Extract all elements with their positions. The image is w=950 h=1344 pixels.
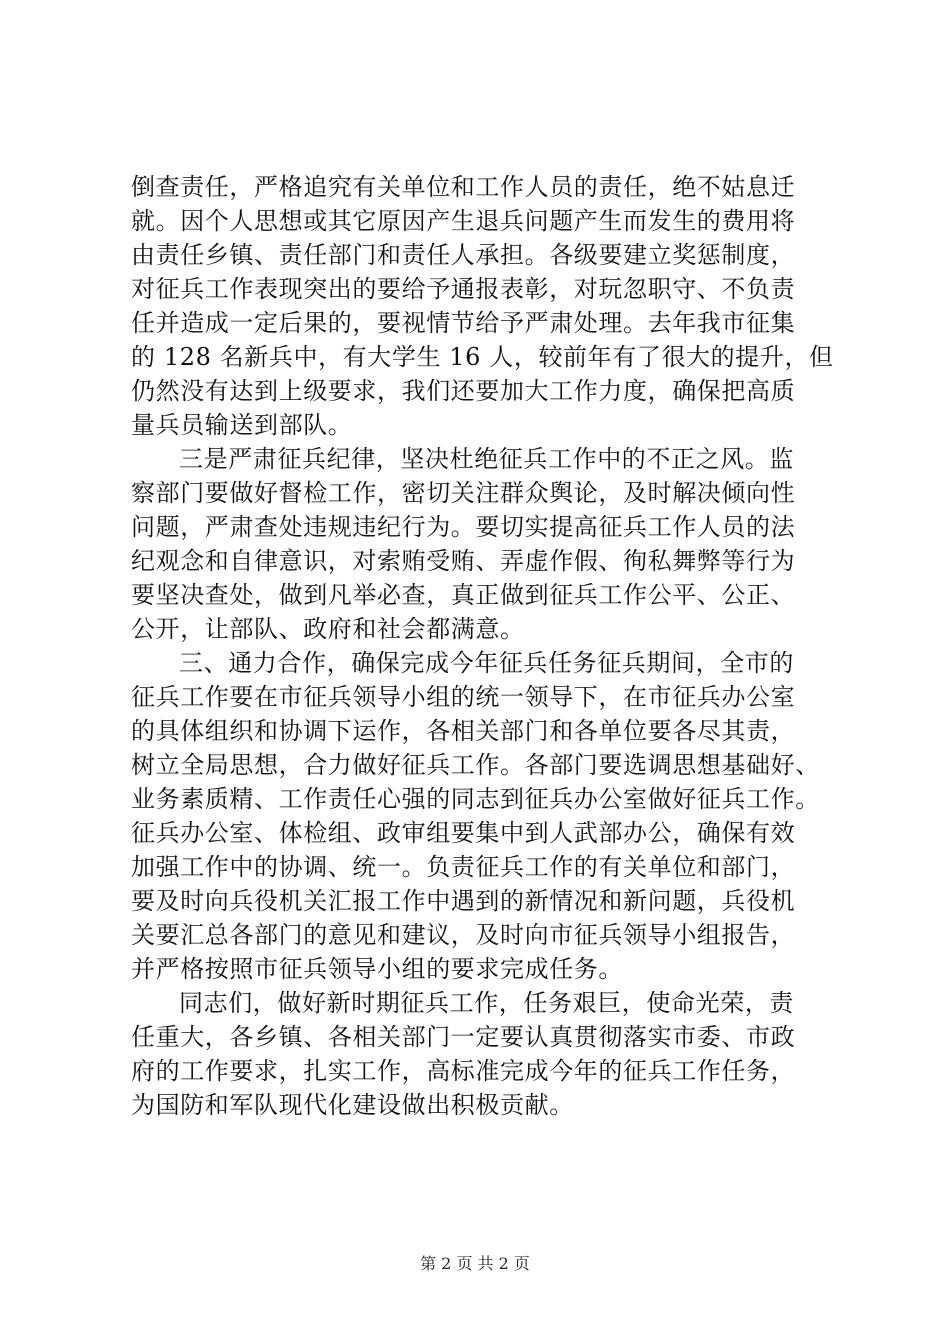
page-number-footer: 第 2 页 共 2 页 [420,1254,530,1273]
text-line: 察部门要做好督检工作，密切关注群众舆论，及时解决倾向性 [131,479,796,507]
text-line: 并严格按照市征兵领导小组的要求完成任务。 [131,955,623,983]
text-line: 要及时向兵役机关汇报工作中遇到的新情况和新问题，兵役机 [131,887,796,915]
text-line: 倒查责任，严格追究有关单位和工作人员的责任，绝不姑息迁 [131,173,796,201]
text-line: 任重大，各乡镇、各相关部门一定要认真贯彻落实市委、市政 [131,1023,796,1051]
paragraph-first-line: 同志们，做好新时期征兵工作，任务艰巨，使命光荣，责 [179,989,794,1017]
text-line: 由责任乡镇、责任部门和责任人承担。各级要建立奖惩制度， [131,241,796,269]
text-line: 树立全局思想，合力做好征兵工作。各部门要选调思想基础好、 [131,751,820,779]
document-body [131,170,834,1122]
text-line: 问题，严肃查处违规违纪行为。要切实提高征兵工作人员的法 [131,513,796,541]
text-line: 仍然没有达到上级要求，我们还要加大工作力度，确保把高质 [131,377,796,405]
text-line: 关要汇总各部门的意见和建议，及时向市征兵领导小组报告， [131,921,796,949]
text-line: 就。因个人思想或其它原因产生退兵问题产生而发生的费用将 [131,207,796,235]
text-line: 的具体组织和协调下运作，各相关部门和各单位要各尽其责， [131,717,796,745]
paragraph-first-line: 三是严肃征兵纪律，坚决杜绝征兵工作中的不正之风。监 [179,445,794,473]
text-line: 公开，让部队、政府和社会都满意。 [131,615,525,643]
text-line: 量兵员输送到部队。 [131,411,353,439]
text-line: 任并造成一定后果的，要视情节给予严肃处理。去年我市征集 [131,309,796,337]
text-line: 对征兵工作表现突出的要给予通报表彰，对玩忽职守、不负责 [131,275,796,303]
text-line: 业务素质精、工作责任心强的同志到征兵办公室做好征兵工作。 [131,785,820,813]
text-line: 为国防和军队现代化建设做出积极贡献。 [131,1091,574,1119]
text-line: 纪观念和自律意识，对索贿受贿、弄虚作假、徇私舞弊等行为 [131,547,796,575]
text-line: 加强工作中的协调、统一。负责征兵工作的有关单位和部门， [131,853,796,881]
text-line: 府的工作要求，扎实工作，高标准完成今年的征兵工作任务， [131,1057,796,1085]
text-line: 征兵工作要在市征兵领导小组的统一领导下，在市征兵办公室 [131,683,796,711]
text-line: 征兵办公室、体检组、政审组要集中到人武部办公，确保有效 [131,819,796,847]
text-line: 要坚决查处，做到凡举必查，真正做到征兵工作公平、公正、 [131,581,796,609]
paragraph-first-line: 三、通力合作，确保完成今年征兵任务征兵期间，全市的 [179,649,794,677]
text-line: 的 128 名新兵中，有大学生 16 人，较前年有了很大的提升，但 [131,343,834,371]
